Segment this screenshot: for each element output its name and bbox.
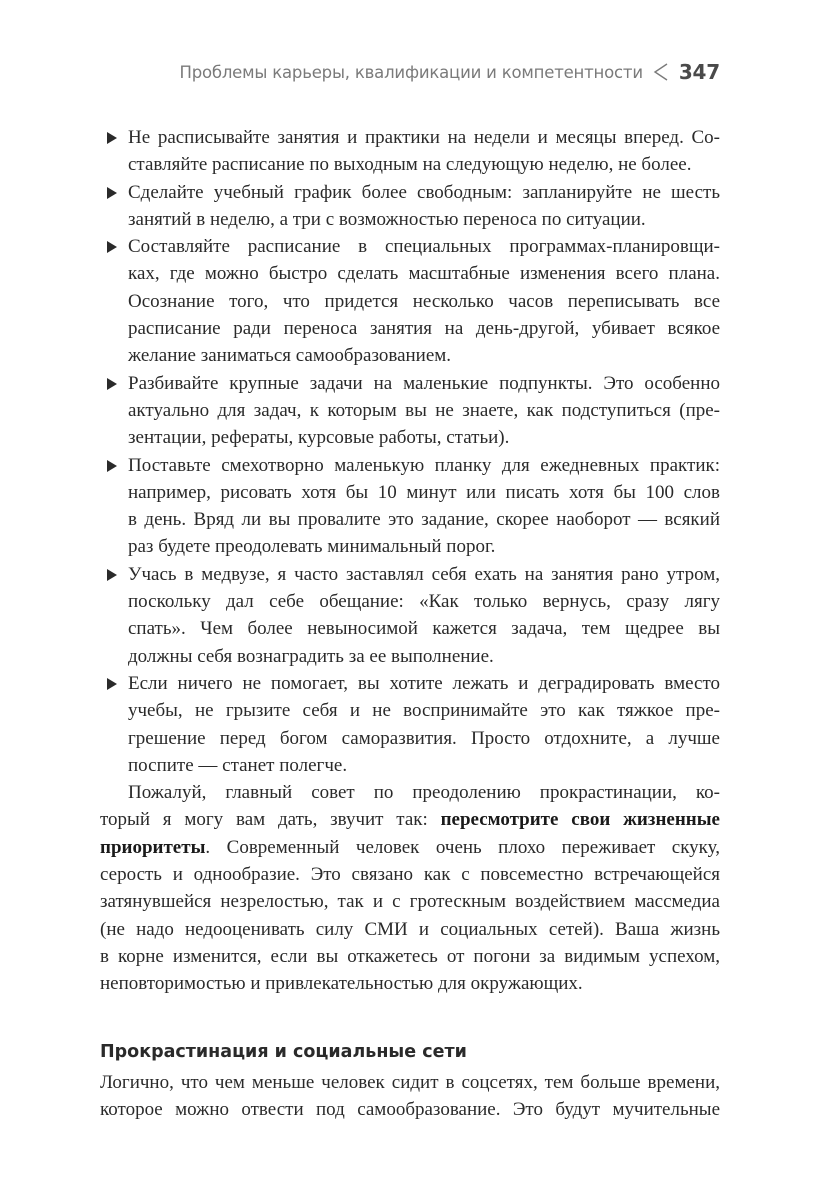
text-line: Сделайте учебный график более свободным: запланируйте не шесть: [128, 181, 720, 203]
bullet-item: [100, 233, 720, 369]
text-segment: Пожалуй, главный совет по преодолению прокрастинации, ко-: [128, 782, 720, 804]
text-segment: серость и однообразие. Это связано как с повсеместно встречающейся: [100, 864, 720, 886]
text-segment: (не надо недооценивать силу СМИ и социальных сетей). Ваша жизнь: [100, 918, 720, 940]
text-line: Поставьте смехотворно маленькую планку для ежедневных практик:: [128, 454, 720, 476]
running-head: [179, 60, 720, 84]
text-line: Если ничего не помогает, вы хотите лежать и деградировать вместо: [128, 672, 720, 694]
bullet-triangle-icon: [107, 241, 117, 253]
text-line: Разбивайте крупные задачи на маленькие подпункты. Это особенно: [128, 372, 720, 394]
page-number: 347: [678, 60, 720, 84]
bullet-triangle-icon: [107, 569, 117, 581]
text-line: [100, 779, 720, 806]
text-line: зентации, рефераты, курсовые работы, статьи).: [128, 427, 510, 449]
bullet-item: [100, 124, 720, 179]
text-line: Составляйте расписание в специальных программах-планировщи-: [128, 236, 720, 258]
text-segment: неповторимостью и привлекательностью для окружающих.: [100, 973, 583, 995]
text-line: поскольку дал себе обещание: «Как только вернусь, сразу лягу: [128, 591, 720, 613]
bullet-triangle-icon: [107, 132, 117, 144]
bullet-list: [100, 124, 720, 779]
text-line: поспите — станет полегче.: [128, 754, 348, 776]
paragraph: [100, 779, 720, 997]
text-line: актуально для задач, к которым вы не знаете, как подступиться (пре-: [128, 399, 720, 421]
bullet-triangle-icon: [107, 187, 117, 199]
text-line: должны себя вознаградить за ее выполнение.: [128, 645, 494, 667]
text-segment: . Современный человек очень плохо переживает скуку,: [205, 836, 720, 858]
text-line: расписание ради переноса занятия на день-другой, убивает всякое: [128, 318, 720, 340]
bullet-item: [100, 670, 720, 779]
text-line: ках, где можно быстро сделать масштабные изменения всего плана.: [128, 263, 720, 285]
bullet-triangle-icon: [107, 460, 117, 472]
text-line: [100, 888, 720, 915]
bullet-item: [100, 452, 720, 561]
text-line: ставляйте расписание по выходным на следующую неделю, не более.: [128, 154, 692, 176]
bold-emphasis: пересмотрите свои жизненные: [440, 809, 720, 831]
page-body: [100, 124, 720, 1123]
bullet-triangle-icon: [107, 678, 117, 690]
text-line: [100, 916, 720, 943]
text-segment: затянувшейся незрелостью, так и с гротескным воздействием массмедиа: [100, 891, 720, 913]
section-paragraph: [100, 1069, 720, 1124]
text-line: Учась в медвузе, я часто заставлял себя ехать на занятия рано утром,: [128, 563, 720, 585]
text-line: Логично, что чем меньше человек сидит в соцсетях, тем больше времени,: [100, 1071, 720, 1093]
bullet-triangle-icon: [107, 378, 117, 390]
section-heading: Прокрастинация и социальные сети: [100, 1041, 467, 1062]
text-line: желание заниматься самообразованием.: [128, 345, 452, 367]
bold-emphasis: приоритеты: [100, 836, 206, 858]
text-line: Осознание того, что придется несколько часов переписывать все: [128, 290, 720, 312]
bullet-item: [100, 561, 720, 670]
bullet-item: [100, 179, 720, 234]
text-segment: в корне изменится, если вы откажетесь от погони за видимым успехом,: [100, 945, 720, 967]
text-segment: торый я могу вам дать, звучит так:: [100, 809, 441, 831]
text-line: например, рисовать хотя бы 10 минут или писать хотя бы 100 слов: [128, 481, 720, 503]
text-line: Не расписывайте занятия и практики на недели и месяцы вперед. Со-: [128, 127, 720, 148]
text-line: спать». Чем более невыносимой кажется задача, тем щедрее вы: [128, 618, 720, 640]
text-line: [100, 943, 720, 970]
text-line: в день. Вряд ли вы провалите это задание, скорее наоборот — всякий: [128, 509, 720, 531]
left-triangle-outline-icon: [653, 62, 669, 82]
text-line: учебы, не грызите себя и не воспринимайте это как тяжкое пре-: [128, 700, 720, 722]
running-head-title: Проблемы карьеры, квалификации и компетентности: [179, 62, 643, 82]
text-line: которое можно отвести под самообразование. Это будут мучительные: [100, 1098, 720, 1120]
text-line: [100, 806, 720, 833]
text-line: [100, 861, 720, 888]
text-line: грешение перед богом саморазвития. Просто отдохните, а лучше: [128, 727, 720, 749]
text-line: [100, 834, 720, 861]
text-line: [100, 970, 720, 997]
bullet-item: [100, 370, 720, 452]
text-line: занятий в неделю, а три с возможностью переноса по ситуации.: [128, 208, 646, 230]
text-line: раз будете преодолевать минимальный порог.: [128, 536, 496, 558]
